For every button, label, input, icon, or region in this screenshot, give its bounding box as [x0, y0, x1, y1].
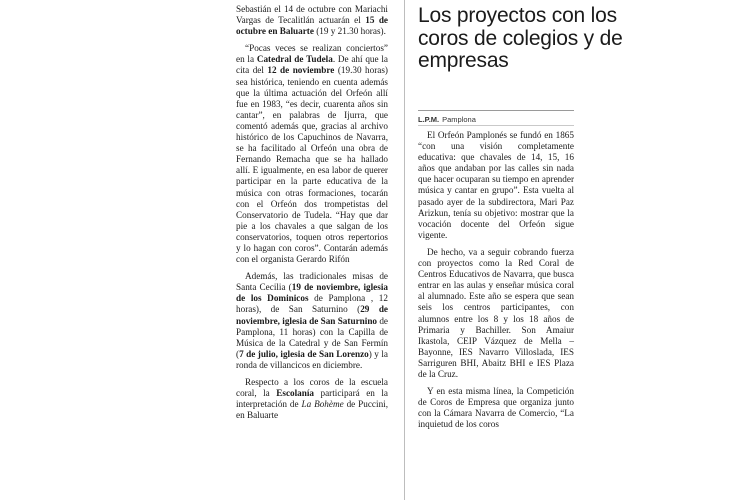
left-article-column — [236, 4, 388, 421]
byline — [418, 115, 574, 124]
left-paragraph-2: “Pocas veces se realizan conciertos” en la Catedral de Tudela. De ahí que la cita del 12 de noviembre (19.30 horas) sea histórica, teniendo en cuenta además que la última actuación del Orfeón allí fue en 1983, “es decir, cuarenta años sin cantar”, en palabras de Ijurra, que comentó además que, gracias al archivo histórico de los Capuchinos de Navarra, se ha facilitado al Orfeón una obra de Fernando Remacha que se ha hallado allí. E igualmente, en esa labor de querer participar en la parte educativa de la música con otras formaciones, tocarán con el Orfeón dos trompetistas del Conservatorio de Tudela. “Hay que dar pie a los chavales a que salgan de los conservatorios, toquen otros repertorios y lo hagan con coros”. Contarán además con el organista Gerardo Rifón — [236, 43, 388, 265]
article-headline: Los proyectos con los coros de colegios y de empresas — [418, 4, 623, 72]
column-divider — [404, 0, 405, 500]
byline-signature: L.P.M. — [418, 115, 440, 124]
left-paragraph-3: Además, las tradicionales misas de Santa Cecilia (19 de noviembre, iglesia de los Dominicos de Pamplona , 12 horas), de San Saturnino (29 de noviembre, iglesia de San Saturnino de Pamplona, 11 horas) con la Capilla de Música de la Catedral y de San Fermín (7 de julio, iglesia de San Lorenzo) y la ronda de villancicos en diciembre. — [236, 271, 389, 370]
right-paragraph-3: Y en esta misma línea, la Competición de Coros de Empresa que organiza junto con la Cámara Navarra de Comercio, “La inquietud de los coros — [418, 386, 574, 430]
right-paragraph-1: El Orfeón Pamplonés se fundó en 1865 “con una visión completamente educativa: que chavales de 14, 15, 16 años que andaban por las calles sin nada que hacer ocuparan su tiempo en aprender música y cantar en grupo”. Esta vuelta al pasado ayer de la subdirectora, Mari Paz Arizkun, tenía su objetivo: mostrar que la vocación docente del Orfeón sigue vigente. — [418, 130, 574, 240]
byline-place: Pamplona — [442, 115, 476, 124]
right-paragraph-2: De hecho, va a seguir cobrando fuerza con proyectos como la Red Coral de Centros Educativos de Navarra, que busca entrar en las aulas y enseñar música coral al alumnado. Este año se espera que sean seis los centros participantes, con alumnos entre los 8 y los 18 años de Primaria y Bachiller. Son Amaiur Ikastola, CEIP Vázquez de Mella – Bayonne, IES Navarro Villoslada, IES Sarriguren BHI, Abaitz BHI e IES Plaza de la Cruz. — [418, 246, 574, 379]
byline-bottom-rule — [418, 125, 574, 126]
byline-top-rule — [418, 110, 574, 111]
left-paragraph-1: Sebastián el 14 de octubre con Mariachi Vargas de Tecalitlán actuarán el 15 de octubre en Baluarte (19 y 21.30 horas). — [236, 4, 389, 37]
left-paragraph-4: Respecto a los coros de la escuela coral, la Escolanía participará en la interpretación de La Bohème de Puccini, en Baluarte — [236, 377, 389, 421]
right-article-column — [418, 130, 574, 430]
